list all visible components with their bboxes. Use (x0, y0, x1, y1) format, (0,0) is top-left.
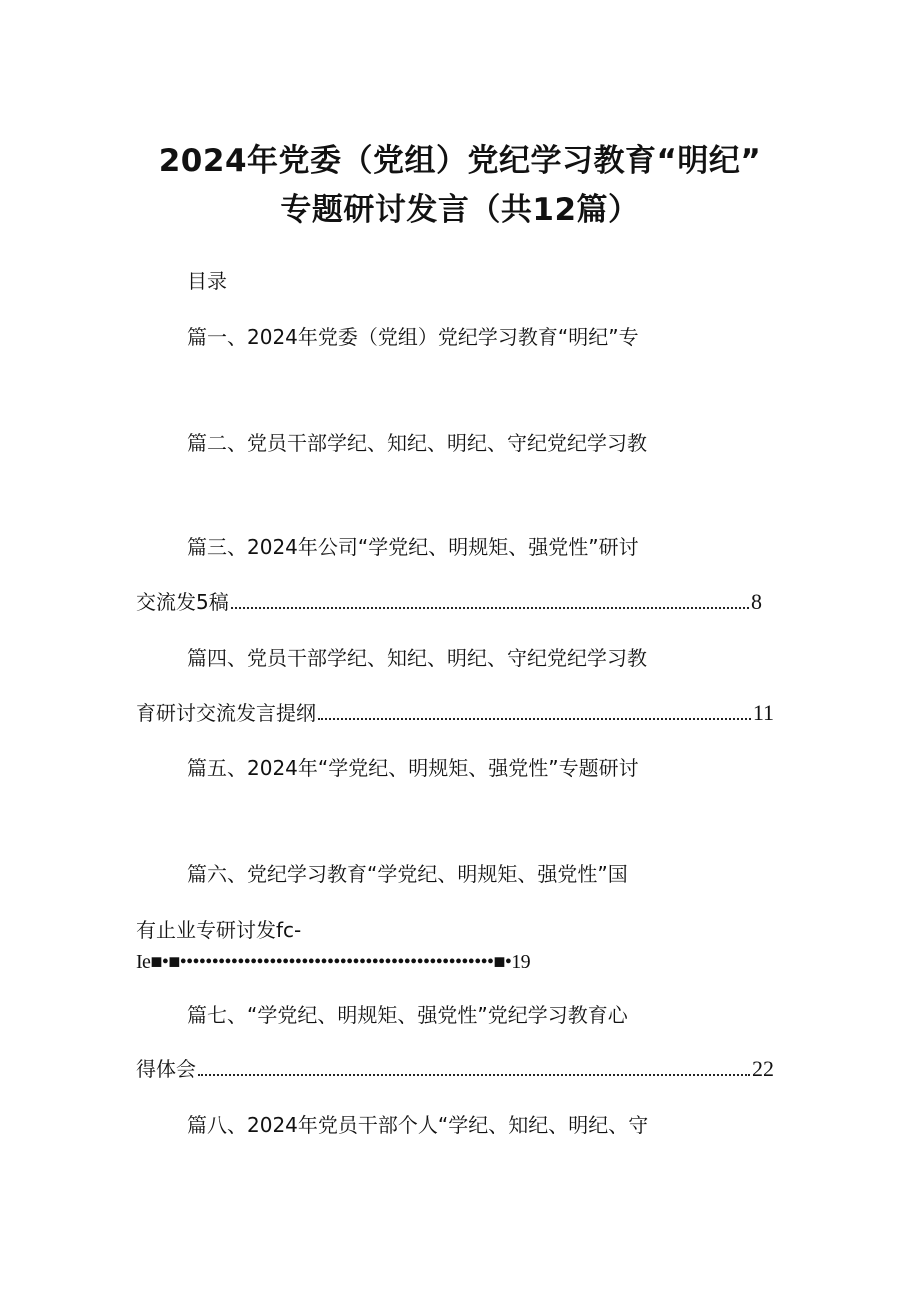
toc-item-8: 篇八、2024年党员干部个人“学纪、知纪、明纪、守 (187, 1113, 649, 1137)
toc-item-7-continuation (136, 1055, 774, 1083)
toc-item-3-continuation (136, 588, 762, 616)
toc-item-3-text: 交流发5稿 (136, 590, 229, 614)
toc-item-3-page-number: 8 (751, 589, 762, 614)
toc-item-7: 篇七、“学党纪、明规矩、强党性”党纪学习教育心 (187, 1003, 628, 1027)
toc-item-1: 篇一、2024年党委（党组）党纪学习教育“明纪”专 (187, 325, 639, 349)
document-title-line-1: 2024年党委（党组）党纪学习教育“明纪” (158, 143, 762, 179)
toc-item-6-garbled-leader: Ie■•■•••••••••••••••••••••••••••••••••••••••••••••••••■•19 (136, 951, 531, 973)
document-title-line-2: 专题研讨发言（共12篇） (280, 192, 640, 228)
toc-item-2: 篇二、党员干部学纪、知纪、明纪、守纪党纪学习教 (187, 431, 647, 455)
toc-item-6-continuation: 有止业专研讨发fc- (136, 918, 302, 942)
toc-item-3: 篇三、2024年公司“学党纪、明规矩、强党性”研讨 (187, 535, 639, 559)
toc-item-4: 篇四、党员干部学纪、知纪、明纪、守纪党纪学习教 (187, 646, 647, 670)
toc-item-7-page-number: 22 (752, 1056, 774, 1081)
dot-leader (198, 1074, 750, 1076)
toc-item-4-continuation (136, 699, 774, 727)
dot-leader (231, 607, 749, 609)
toc-heading: 目录 (187, 269, 227, 293)
toc-item-5: 篇五、2024年“学党纪、明规矩、强党性”专题研讨 (187, 756, 639, 780)
toc-item-4-page-number: 11 (752, 700, 774, 725)
toc-item-6: 篇六、党纪学习教育“学党纪、明规矩、强党性”国 (187, 862, 628, 886)
dot-leader (318, 718, 751, 720)
toc-item-4-text: 育研讨交流发言提纲 (136, 701, 316, 725)
toc-item-7-text: 得体会 (136, 1057, 196, 1081)
